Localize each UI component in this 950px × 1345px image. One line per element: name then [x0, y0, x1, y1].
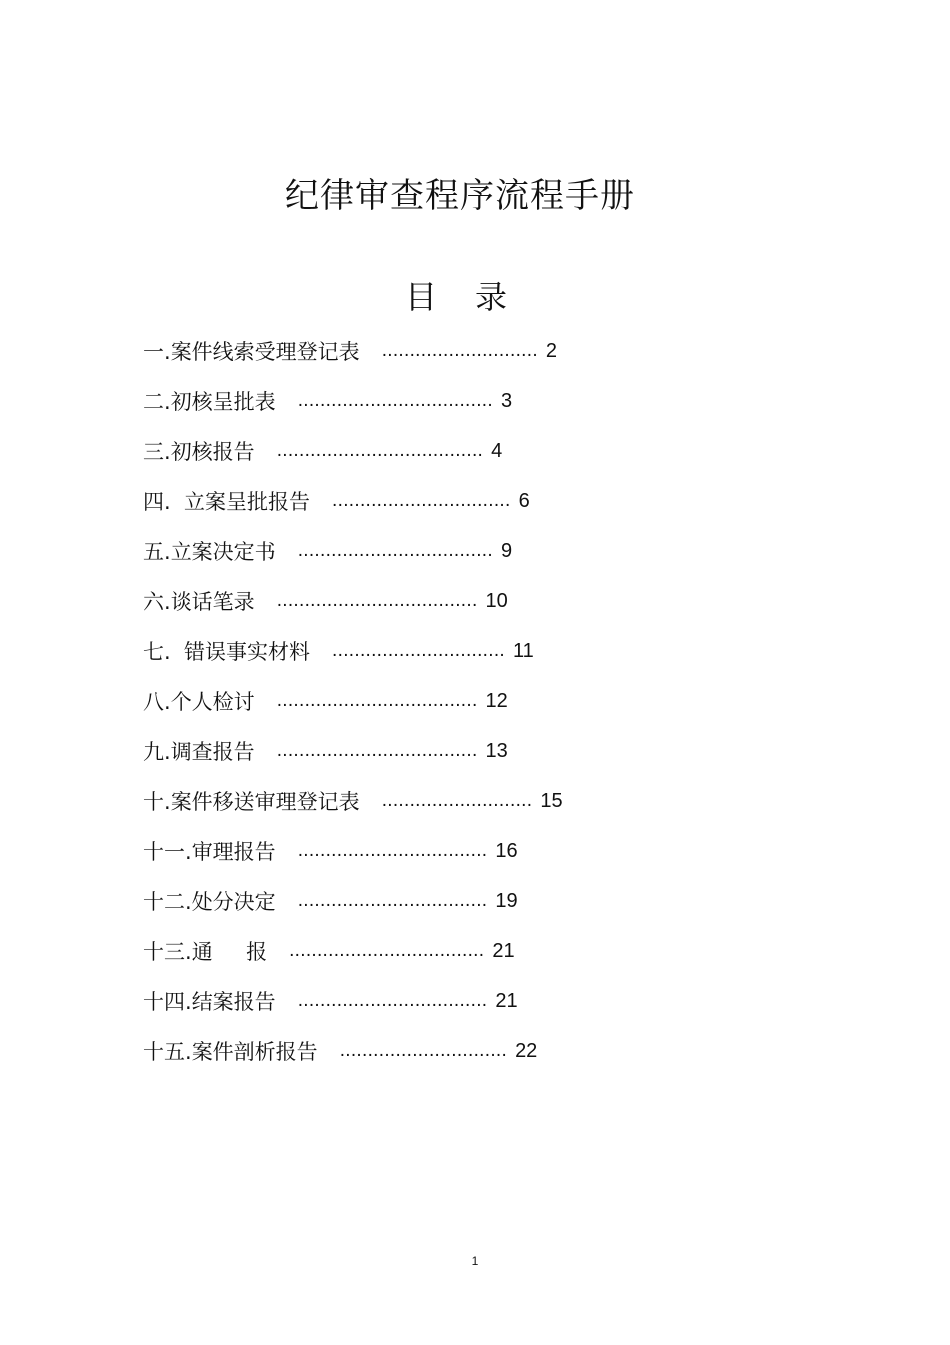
toc-entry-leader-dots: .................................... [276, 690, 478, 711]
toc-entry[interactable] [143, 676, 843, 726]
toc-entry-page-number: 22 [515, 1039, 538, 1062]
toc-entry[interactable] [143, 326, 843, 376]
toc-heading: 目录 [404, 278, 545, 316]
toc-entry-label: 审理报告 [191, 840, 276, 864]
toc-entry[interactable] [143, 526, 843, 576]
toc-entry-number: 二. [143, 390, 171, 414]
toc-entry-label: 通 报 [191, 940, 268, 964]
toc-entry-leader-dots: ................................ [332, 490, 511, 511]
toc-entry-leader-dots: .................................... [276, 590, 478, 611]
toc-entry-page-number: 13 [485, 739, 508, 762]
toc-entry-page-number: 2 [545, 339, 558, 362]
page-number: 1 [471, 1254, 479, 1268]
toc-entry[interactable] [143, 576, 843, 626]
toc-entry-number: 十. [143, 790, 171, 814]
toc-entry-label: 案件移送审理登记表 [170, 790, 360, 814]
toc-entry-label: 处分决定 [191, 890, 276, 914]
toc-entry-label: 立案决定书 [170, 540, 276, 564]
toc-entry[interactable] [143, 826, 843, 876]
toc-entry-page-number: 6 [518, 489, 530, 512]
toc-entry-page-number: 9 [500, 539, 513, 562]
toc-entry[interactable] [143, 876, 843, 926]
toc-entry-number: 十二. [143, 890, 192, 914]
toc-entry-leader-dots: .................................... [276, 740, 478, 761]
toc-entry-label: 错误事实材料 [170, 640, 311, 664]
toc-entry-number: 三. [143, 440, 171, 464]
toc-entry-page-number: 15 [540, 789, 563, 812]
toc-entry-number: 四. [143, 490, 171, 514]
toc-entry-leader-dots: .................................. [297, 890, 488, 911]
toc-entry-label: 结案报告 [191, 990, 276, 1014]
toc-entry[interactable] [143, 626, 843, 676]
toc-entry-page-number: 16 [495, 839, 518, 862]
toc-entry-number: 五. [143, 540, 171, 564]
toc-entry-leader-dots: ................................... [289, 940, 485, 961]
toc-entry-number: 七. [143, 640, 171, 664]
toc-entry-number: 六. [143, 590, 171, 614]
table-of-contents [143, 326, 843, 1076]
toc-entry[interactable] [143, 726, 843, 776]
toc-entry-number: 八. [143, 690, 171, 714]
toc-entry-label: 个人检讨 [170, 690, 255, 714]
toc-entry-leader-dots: ................................... [297, 540, 493, 561]
toc-entry-label: 谈话笔录 [170, 590, 255, 614]
toc-entry-leader-dots: .................................. [297, 990, 488, 1011]
toc-entry[interactable] [143, 476, 843, 526]
toc-entry-leader-dots: ................................... [297, 390, 493, 411]
toc-entry[interactable] [143, 376, 843, 426]
toc-entry-label: 初核报告 [170, 440, 255, 464]
toc-entry-number: 十一. [143, 840, 192, 864]
document-title: 纪律审查程序流程手册 [285, 176, 635, 216]
toc-entry-label: 案件剖析报告 [191, 1040, 318, 1064]
toc-entry-label: 初核呈批表 [170, 390, 276, 414]
toc-entry-label: 立案呈批报告 [170, 490, 311, 514]
toc-entry[interactable] [143, 976, 843, 1026]
toc-entry-page-number: 4 [491, 439, 503, 462]
toc-entry-page-number: 21 [492, 939, 515, 962]
toc-entry-label: 调查报告 [170, 740, 255, 764]
toc-entry-page-number: 21 [495, 989, 518, 1012]
toc-entry-page-number: 11 [513, 639, 534, 662]
toc-entry-number: 九. [143, 740, 171, 764]
toc-entry-number: 十四. [143, 990, 192, 1014]
toc-entry[interactable] [143, 1026, 843, 1076]
toc-entry-page-number: 12 [485, 689, 508, 712]
toc-entry[interactable] [143, 426, 843, 476]
toc-entry-leader-dots: ........................... [381, 790, 533, 811]
toc-entry-leader-dots: .................................. [297, 840, 488, 861]
toc-entry-page-number: 19 [495, 889, 518, 912]
toc-entry-leader-dots: ............................ [381, 340, 538, 361]
toc-entry[interactable] [143, 776, 843, 826]
toc-entry-leader-dots: ..................................... [276, 440, 484, 461]
toc-entry-page-number: 10 [485, 589, 508, 612]
toc-entry-number: 一. [143, 340, 171, 364]
toc-entry-number: 十三. [143, 940, 192, 964]
toc-entry-leader-dots: ............................... [332, 640, 505, 661]
toc-entry-leader-dots: .............................. [339, 1040, 508, 1061]
toc-entry-page-number: 3 [500, 389, 513, 412]
toc-entry-label: 案件线索受理登记表 [170, 340, 360, 364]
toc-entry-number: 十五. [143, 1040, 192, 1064]
toc-entry[interactable] [143, 926, 843, 976]
